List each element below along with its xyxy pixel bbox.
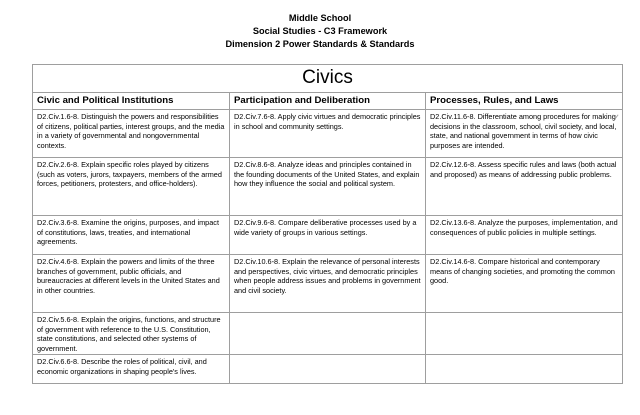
header-school-level: Middle School [288, 13, 352, 23]
table-row [33, 313, 623, 355]
table-cell: D2.Civ.14.6-8. Compare historical and contemporary means of changing societies, and promoting the common good. [426, 255, 623, 313]
table-cell [426, 313, 623, 355]
column-header-participation: Participation and Deliberation [230, 93, 426, 110]
table-cell: D2.Civ.8.6-8. Analyze ideas and principles contained in the founding documents of the United States, and explain how they influence the social and political system. [230, 158, 426, 216]
table-cell: D2.Civ.2.6-8. Explain specific roles played by citizens (such as voters, jurors, taxpayers, members of the armed forces, petitioners, protesters, and office-holders). [33, 158, 230, 216]
table-cell: D2.Civ.13.6-8. Analyze the purposes, implementation, and consequences of public policies in multiple settings. [426, 216, 623, 255]
comment-marker-icon[interactable] [612, 113, 619, 120]
column-header-institutions: Civic and Political Institutions [33, 93, 230, 110]
table-cell: D2.Civ.3.6-8. Examine the origins, purposes, and impact of constitutions, laws, treaties, and international agreements. [33, 216, 230, 255]
table-cell: D2.Civ.5.6-8. Explain the origins, functions, and structure of government with reference to the U.S. Constitution, state constitutions, and selected other systems of government. [33, 313, 230, 355]
table-cell: D2.Civ.6.6-8. Describe the roles of political, civil, and economic organizations in shaping people's lives. [33, 355, 230, 384]
table-row [33, 158, 623, 216]
table-cell [426, 355, 623, 384]
column-header-processes: Processes, Rules, and Laws [426, 93, 623, 110]
table-title: Civics [33, 65, 623, 93]
table-cell [426, 110, 623, 158]
table-cell: D2.Civ.9.6-8. Compare deliberative processes used by a wide variety of groups in various settings. [230, 216, 426, 255]
standards-table [32, 64, 623, 384]
table-cell: D2.Civ.10.6-8. Explain the relevance of personal interests and perspectives, civic virtues, and democratic principles when people address issues and problems in government and civil society. [230, 255, 426, 313]
table-cell: D2.Civ.12.6-8. Assess specific rules and laws (both actual and proposed) as means of addressing public problems. [426, 158, 623, 216]
table-row [33, 355, 623, 384]
table-row [33, 255, 623, 313]
table-cell [230, 313, 426, 355]
document-header [0, 12, 640, 51]
header-dimension: Dimension 2 Power Standards & Standards [225, 39, 415, 49]
header-framework: Social Studies - C3 Framework [252, 26, 388, 36]
cell-text: D2.Civ.11.6-8. Differentiate among procedures for making decisions in the classroom, school, civil society, and local, state, and national government in terms of how civic purposes are intended. [430, 112, 617, 150]
table-cell: D2.Civ.1.6-8. Distinguish the powers and responsibilities of citizens, political parties, interest groups, and the media in a variety of governmental and nongovernmental contexts. [33, 110, 230, 158]
table-cell: D2.Civ.7.6-8. Apply civic virtues and democratic principles in school and community settings. [230, 110, 426, 158]
table-row [33, 216, 623, 255]
table-row [33, 110, 623, 158]
table-cell [230, 355, 426, 384]
table-cell: D2.Civ.4.6-8. Explain the powers and limits of the three branches of government, public officials, and bureaucracies at different levels in the United States and in other countries. [33, 255, 230, 313]
